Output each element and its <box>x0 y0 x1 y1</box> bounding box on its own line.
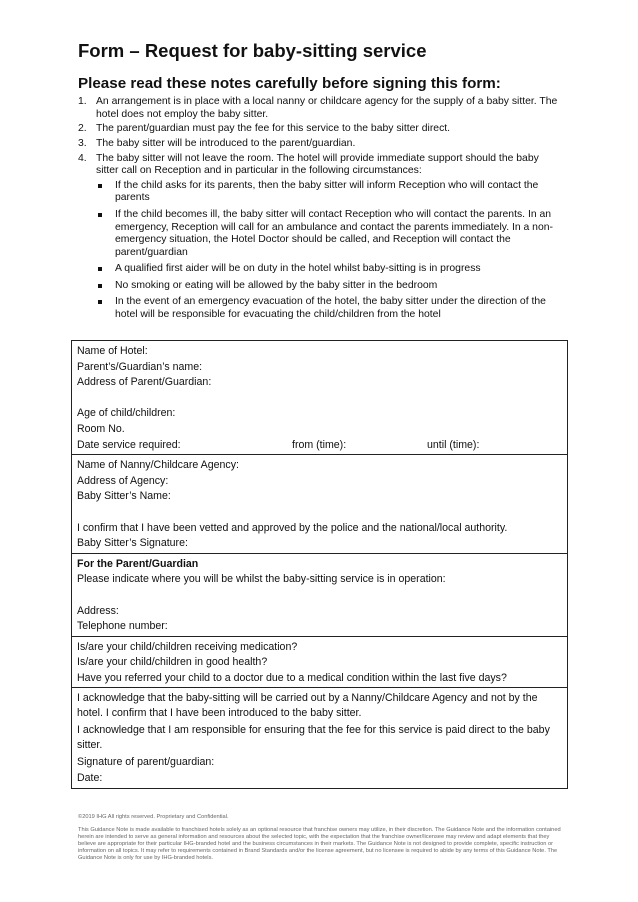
note-number: 1. <box>78 96 87 107</box>
vetting-confirmation: I confirm that I have been vetted and approved by the police and the national/local authority. <box>77 521 508 534</box>
notes-heading: Please read these notes carefully before signing this form: <box>78 75 501 92</box>
square-bullet-icon <box>98 300 102 304</box>
sitter-name-field[interactable]: Baby Sitter’s Name: <box>77 490 171 503</box>
note-item <box>78 96 563 122</box>
note-item <box>78 138 563 151</box>
until-time-field[interactable]: until (time): <box>427 438 480 451</box>
bullet-item <box>96 263 563 276</box>
hotel-details-section <box>72 341 567 455</box>
agency-section <box>72 455 567 554</box>
blank-line <box>77 505 562 521</box>
note-item <box>78 123 563 136</box>
copyright-text: ©2019 IHG All rights reserved. Proprietary and Confidential. <box>78 814 229 820</box>
acknowledgement-fee: I acknowledge that I am responsible for ensuring that the fee for this service is paid direct to the baby sitter. <box>77 724 550 751</box>
note-text: The baby sitter will not leave the room. The hotel will provide immediate support should the baby sitter call on Reception and in particular in the following circumstances: <box>96 152 539 177</box>
medication-question[interactable]: Is/are your child/children receiving medication? <box>77 640 298 653</box>
note-number: 2. <box>78 123 87 135</box>
bullet-text: No smoking or eating will be allowed by the baby sitter in the bedroom <box>115 279 438 291</box>
note-text: The baby sitter will be introduced to the parent/guardian. <box>96 137 356 149</box>
footer <box>78 814 568 863</box>
doctor-referral-question[interactable]: Have you referred your child to a doctor due to a medical condition within the last five days? <box>77 671 507 684</box>
parent-name-field[interactable]: Parent’s/Guardian’s name: <box>77 360 203 373</box>
note-number: 3. <box>78 137 87 149</box>
square-bullet-icon <box>98 267 102 271</box>
acknowledgement-section <box>72 688 567 787</box>
agency-name-field[interactable]: Name of Nanny/Childcare Agency: <box>77 459 239 472</box>
circumstances-list <box>96 180 563 322</box>
square-bullet-icon <box>98 184 102 188</box>
bullet-text: In the event of an emergency evacuation of the hotel, the baby sitter under the direction of the hotel will be responsible for evacuating the child/children from the hotel <box>115 296 546 320</box>
agency-address-field[interactable]: Address of Agency: <box>77 474 169 487</box>
parent-address-field[interactable]: Address of Parent/Guardian: <box>77 376 212 389</box>
bullet-text: A qualified first aider will be on duty in the hotel whilst baby-sitting is in progress <box>115 263 481 275</box>
from-time-field[interactable]: from (time): <box>292 438 347 451</box>
parent-signature-field[interactable]: Signature of parent/guardian: <box>77 756 215 769</box>
child-age-field[interactable]: Age of child/children: <box>77 407 176 420</box>
bullet-item <box>96 209 563 260</box>
page-title: Form – Request for baby-sitting service <box>78 40 427 61</box>
sitter-signature-field[interactable]: Baby Sitter’s Signature: <box>77 537 188 550</box>
disclaimer-text: This Guidance Note is made available to franchised hotels solely as an optional resource that franchise owners may utilize, in their discretion. The Guidance Note and the information contained herein are intended to serve as general information and resources about the selected topic, with the expectation that the franchise owner/licensee may review and adapt elements that they believe are appropriate for their particular IHG-branded hotel and the business circumstances in their markets. The Guidance Note is not designed to provide complete, specific instruction or information on all topics. It may refer to requirements contained in Brand Standards and/or the license agreement, but no licensee is required to abide by any terms of this Guidance Note. The Guidance Note is only for use by IHG-branded hotels. <box>78 827 561 862</box>
health-section <box>72 637 567 689</box>
bullet-item <box>96 296 563 322</box>
service-date-row <box>77 438 562 454</box>
bullet-text: If the child asks for its parents, then the baby sitter will inform Reception who will contact the parents <box>115 179 539 204</box>
request-form <box>71 340 568 789</box>
bullet-item <box>96 280 563 293</box>
location-address-field[interactable]: Address: <box>77 604 119 617</box>
good-health-question[interactable]: Is/are your child/children in good health? <box>77 656 268 669</box>
acknowledgement-agency: I acknowledge that the baby-sitting will be carried out by a Nanny/Childcare Agency and not by the hotel. I confirm that I have been introduced to the baby sitter. <box>77 692 538 719</box>
note-text: The parent/guardian must pay the fee for this service to the baby sitter direct. <box>96 123 451 135</box>
bullet-text: If the child becomes ill, the baby sitter will contact Reception who will contact the parents. In an emergency, Reception will call for an ambulance and contact the parents immediately. In a non-emergency situation, the Hotel Doctor should be called, and Reception will contact the parent/guardian <box>115 208 553 259</box>
square-bullet-icon <box>98 213 102 217</box>
telephone-field[interactable]: Telephone number: <box>77 620 168 633</box>
hotel-name-field[interactable]: Name of Hotel: <box>77 345 148 357</box>
note-text: An arrangement is in place with a local nanny or childcare agency for the supply of a baby sitter. The hotel does not employ the baby sitter. <box>96 96 558 120</box>
parent-section-heading: For the Parent/Guardian <box>77 557 199 570</box>
service-date-field[interactable]: Date service required: <box>77 438 181 451</box>
note-item <box>78 153 563 322</box>
room-number-field[interactable]: Room No. <box>77 422 125 435</box>
square-bullet-icon <box>98 284 102 288</box>
notes-list <box>78 96 563 325</box>
location-question: Please indicate where you will be whilst the baby-sitting service is in operation: <box>77 573 446 586</box>
blank-line <box>77 391 562 407</box>
note-number: 4. <box>78 152 87 164</box>
parent-location-section <box>72 554 567 637</box>
blank-line <box>77 588 562 604</box>
bullet-item <box>96 180 563 206</box>
signature-date-field[interactable]: Date: <box>77 772 103 785</box>
